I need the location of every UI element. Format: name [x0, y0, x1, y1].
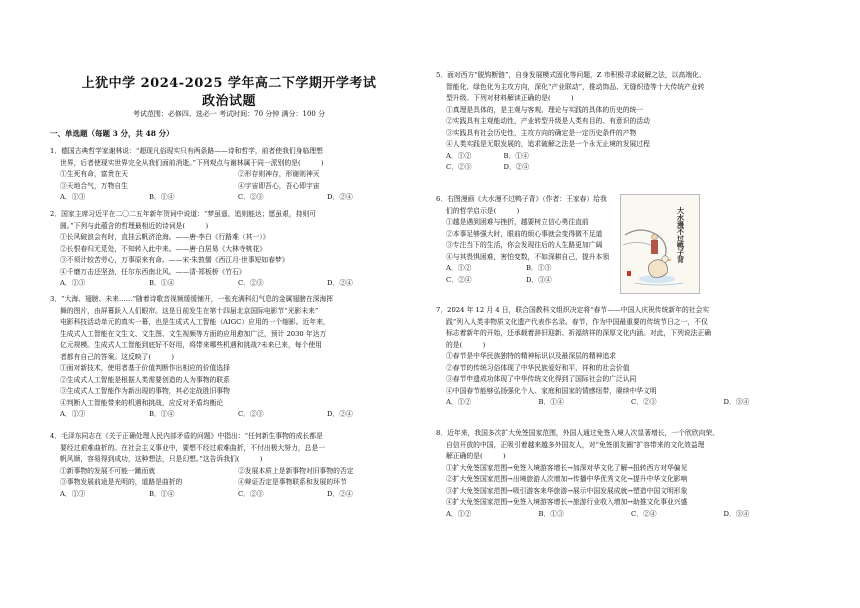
option-d: D．②④ — [327, 193, 353, 201]
question-3 — [50, 294, 416, 421]
option-b: B．①③ — [526, 264, 552, 272]
option-a: A．①② — [446, 151, 472, 160]
question-stem: 1．德国古典哲学家谢林说：“超现凡俗现实只有两条路——诗和哲学，前者使我们身临理想 — [50, 147, 323, 155]
question-stem: 5．面对西方“脱钩断链”，自身发展模式固化等问题，Z 市积极寻求破解之法，以高端化、 — [436, 71, 706, 79]
question-4 — [50, 431, 416, 500]
option-d: D．②④ — [327, 489, 353, 498]
statement: ①新事物的发展不可能一蹴而就 — [60, 466, 156, 475]
option-b: B．①③ — [538, 509, 564, 518]
question-stem: 6．右图漫画《大水漫不过鸭子背》（作者：王家春）给我 — [436, 195, 607, 203]
question-stem: 要经过艰难曲折的。在社会主义事业中，要想不经过艰难曲折，不付出极大努力，总是一 — [60, 443, 326, 452]
answer-options — [436, 397, 816, 409]
option-d: D．③④ — [723, 509, 750, 518]
statement: ④中国春节能够弘扬强化个人、家庭和国家的情感纽带，赓续中华文明 — [446, 386, 657, 395]
option-c: C．②③ — [238, 489, 264, 498]
answer-options — [50, 489, 416, 501]
option-b: B．①④ — [149, 279, 175, 287]
question-stem: 帆风顺，容易得到成功，这种想法，只是幻想。”这告诉我们( ) — [60, 455, 263, 463]
statement-row — [50, 169, 416, 181]
statement: ②长恨春归无觅处，不知转入此中来。——唐·白居易《大林寺桃花》 — [60, 244, 267, 253]
answer-options — [50, 409, 416, 421]
statement: ①面对新技术，使用者基于价值判断作出相应的价值选择 — [60, 364, 230, 372]
option-c: C．②④ — [446, 275, 472, 284]
question-7 — [436, 305, 816, 409]
question-5 — [436, 70, 816, 174]
statement: ②扩大免签国家范围→出境旅游人次增加→传播中华优秀文化→提升中华文化影响 — [446, 475, 688, 483]
statement: ④判断人工智能带来的机遇和挑战，应反对矛盾均衡论 — [60, 398, 224, 407]
answer-options — [436, 151, 676, 163]
statement: ②形存则神存，形谢则神灭 — [238, 170, 320, 178]
statement: ④宇宙即吾心，吾心即宇宙 — [238, 181, 320, 190]
option-a: A．①② — [446, 509, 472, 518]
statement: ①真理是具体的，是主观与客观、理论与实践的具体的历史的统一 — [446, 105, 644, 114]
statement: ②春节的传统习俗体现了中华民族爱好和平、祥和的社会价值 — [446, 363, 630, 372]
statement: ①春节是中华民族独特的精神标识以及最深层的精神追求 — [446, 352, 616, 360]
statement: ④扩大免签国家范围→免签入境游客增长→旅游行业收入增加→助推文化事业兴盛 — [446, 498, 688, 506]
option-c: C．②③ — [238, 279, 264, 287]
question-2 — [50, 209, 416, 290]
question-6 — [436, 194, 618, 286]
option-c: C．②③ — [631, 398, 657, 406]
statement: ①长风破浪会有时，直挂云帆济沧海。——唐·李白《行路难（其一）》 — [60, 233, 270, 241]
option-a: A．①② — [446, 398, 472, 406]
answer-options — [436, 509, 816, 521]
option-c: C．②③ — [238, 410, 264, 418]
option-a: A．①③ — [60, 489, 86, 498]
cartoon-figure — [620, 194, 700, 294]
statement: ④千磨万击还坚劲，任尔东西南北风。——清·郑板桥《竹石》 — [60, 267, 246, 276]
statement: ③不须计较苦劳心，万事原来有命。——宋·朱敦儒《西江月·世事短如春梦》 — [60, 256, 289, 264]
answer-options — [50, 278, 416, 290]
option-a: A．①③ — [60, 193, 86, 201]
left-column — [40, 0, 418, 608]
statement: ③实践具有社会历史性，主攻方向的确定是一定历史条件的产物 — [446, 128, 637, 137]
question-stem: 自信开放的中国，正吸引着越来越多外国友人，对“免签朋友圈”扩容带来的文化效益理 — [446, 440, 705, 449]
question-1 — [50, 146, 416, 204]
question-stem: 标志着新年的开始，还承载着辞旧迎新、祈福纳祥的深厚文化内涵。对此，下列说法正确 — [446, 329, 712, 337]
statement: ③天地合气，万物自生 — [60, 181, 128, 190]
exam-subtitle: 政治试题 — [201, 94, 256, 109]
question-stem: 3．“大海、翅膀、未来……”随着诗歌音视频缓缓铺开，一张充满科幻气息的金属翅膀在深海挥 — [50, 295, 334, 303]
question-stem: 的是( ) — [446, 340, 486, 349]
option-a: A．①② — [446, 264, 472, 272]
question-stem: 型升级。下列对材料解读正确的是( ) — [446, 94, 574, 102]
statement: ④辩证否定是事物联系和发展的环节 — [238, 478, 347, 486]
option-d: D．②④ — [503, 163, 530, 171]
option-d: D．③④ — [526, 275, 552, 284]
statement: ③事物发展前途是光明的，道路是曲折的 — [60, 478, 183, 486]
option-b: B．①④ — [149, 193, 175, 201]
question-stem: 4．毛泽东同志在《关于正确处理人民内部矛盾的问题》中指出：“任何新生事物的成长都是 — [50, 432, 323, 440]
statement-row — [50, 181, 416, 193]
statement: ④人类实践是无限发展的，追求破解之法是一个永无止境的发展过程 — [446, 140, 650, 148]
answer-options — [436, 275, 606, 287]
option-a: A．①③ — [60, 410, 86, 418]
exam-title: 上犹中学 2024-2025 学年高二下学期开学考试 — [81, 76, 377, 91]
statement: ③春节申遗成功体现了中华传统文化得到了国际社会的广泛认同 — [446, 375, 637, 383]
question-stem: 世界，后者使现实世界完全从我们面前消逝。”下列观点与谢林属于同一派别的是( ) — [60, 158, 324, 167]
section-heading: 一、单选题（每题 3 分，共 48 分） — [50, 129, 174, 138]
question-stem: 舞的图片，由屏幕跃入人们眼帘。这是日前发生在第十四届北京国际电影节“光影未来” — [60, 306, 319, 315]
statement-row — [50, 477, 416, 489]
answer-options — [436, 263, 606, 275]
statement: ②本事足够强大时，眼前的烦心事就会变得微不足道 — [446, 229, 603, 238]
option-d: D．②④ — [327, 279, 353, 287]
question-stem: 亿元规模。生成式人工智能到底好不好用，将带来哪些机遇和挑战?未来已来，每个使用 — [60, 341, 322, 349]
question-stem: 7．2024 年 12 月 4 日，联合国教科文组织决定将“春节——中国人庆祝传统新年的社会实 — [436, 306, 710, 314]
cartoon-illustration — [621, 195, 699, 293]
option-c: C．②④ — [631, 509, 657, 518]
statement: ①越是遇到困难与挫折，越要树立信心勇往直前 — [446, 218, 589, 226]
option-b: B．①④ — [149, 410, 175, 418]
question-stem: 2．国家主席习近平在二〇二五年新年贺词中说道：“梦虽遥，追则能达；愿虽艰，持则可 — [50, 210, 317, 218]
statement: ②发展本质上是新事物对旧事物的否定 — [238, 466, 354, 475]
question-8 — [436, 428, 816, 520]
option-b: B．①④ — [149, 489, 175, 498]
question-stem: 生成式人工智能在文生文、文生图、文生视频等方面的应用愈加广泛，预计 2030 年达万 — [60, 329, 327, 338]
question-stem: 解正确的是( ) — [446, 452, 506, 460]
statement: ③生成式人工智能作为新出现的事物，其必定战胜旧事物 — [60, 387, 230, 395]
question-stem: 智能化、绿色化为主攻方向，深化“产业联动”，推动饰品、无缝织造等十大传统产业转 — [446, 82, 705, 91]
answer-options — [50, 192, 416, 204]
exam-meta: 考试范围：必修四、选必一 考试时间：70 分钟 满分：100 分 — [132, 110, 326, 118]
option-a: A．①③ — [60, 279, 86, 287]
option-c: C．②③ — [238, 193, 264, 201]
statement: ③专注当下的生活，你会发现往后的人生路更加广阔 — [446, 241, 603, 249]
statement-row — [50, 466, 416, 478]
option-b: B．①④ — [538, 398, 564, 406]
question-stem: 者都有自己的答案。这反映了( ) — [60, 352, 175, 361]
question-stem: 圆。”下列与此蕴含的哲理最相近的诗词是( ) — [60, 221, 209, 230]
question-stem: 电影科技活动单元的真实一幕，也是生成式人工智能（AIGC）应用的一个缩影。近年来， — [60, 318, 330, 326]
statement: ④与其畏惧困难，害怕变数，不如深耕自己，提升本领 — [446, 252, 610, 261]
statement: ①扩大免签国家范围→免签入境游客增长→加深对华文化了解→扭转西方对华偏见 — [446, 463, 688, 472]
option-b: B．①④ — [503, 151, 529, 160]
question-stem: 践”列入人类非物质文化遗产代表作名录。春节，作为中国最重要的传统节日之一，不仅 — [446, 317, 708, 326]
cartoon-caption: 大水漫不过鸭子背 — [676, 207, 686, 263]
question-stem: 们的哲学启示是( ) — [446, 206, 520, 215]
option-d: D．③④ — [723, 398, 750, 406]
statement: ②生成式人工智能是根据人类需要创造的人为事物的联系 — [60, 375, 230, 384]
option-d: D．②④ — [327, 410, 353, 418]
statement: ②实践具有主观能动性，产业转型升级是人类有目的、有意识的活动 — [446, 117, 650, 125]
statement: ③扩大免签国家范围→吸引游客来华旅游→展示中国发展成就→塑造中国文明形象 — [446, 486, 688, 495]
right-column — [436, 0, 820, 608]
question-stem: 8．近年来，我国多次扩大免签国家范围，外国人通过免签入境人次显著增长，一个欣欣向荣、 — [436, 429, 719, 437]
statement: ①生死有命，富贵在天 — [60, 170, 128, 178]
answer-options — [436, 162, 676, 174]
option-c: C．②③ — [446, 163, 472, 171]
